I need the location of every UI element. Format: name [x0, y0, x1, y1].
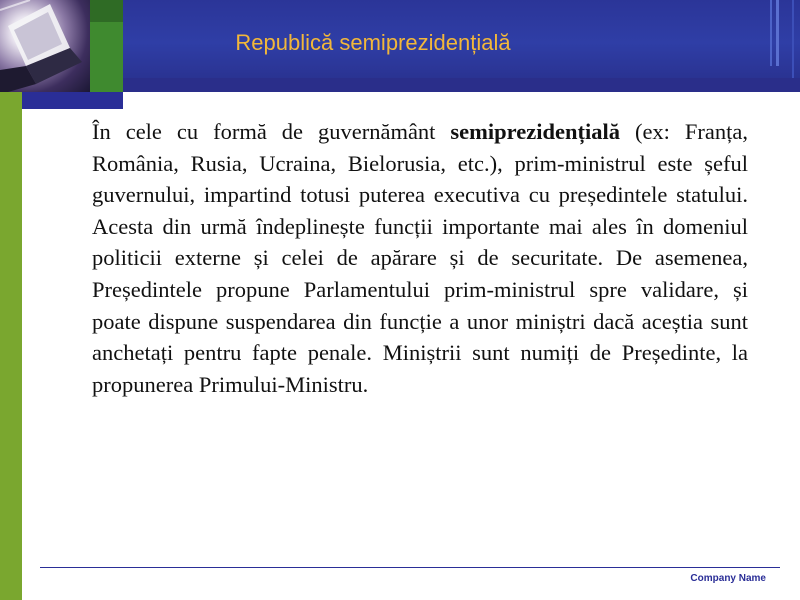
footer-divider — [40, 567, 780, 568]
header-decor-line — [770, 0, 772, 66]
emphasized-term: semiprezidențială — [450, 119, 620, 144]
paragraph-text: În cele cu formă de guvernământ — [92, 119, 451, 144]
laptop-image-icon — [0, 0, 90, 92]
header-photo — [0, 0, 90, 92]
header-decor-line — [792, 0, 794, 78]
left-accent-bar — [0, 92, 22, 600]
left-accent-tab — [22, 92, 123, 109]
paragraph-text: (ex: Franța, România, Rusia, Ucraina, Bielorusia, etc.), prim-ministrul este șeful guvernului, impartind totusi puterea executiva cu președintele statului. Acesta din urmă îndeplinește funcții importante mai ales în domeniul politicii externe și celei de apărare și de securitate. De asemenea, Președintele propune Parlamentului prim-ministrul spre validare, și poate dispune suspendarea din funcție a unor miniștri dacă aceștia sunt anchetați pentru fapte penale. Miniștrii sunt numiți de Președinte, la propunerea Primului-Ministru. — [92, 119, 748, 397]
slide-title: Republică semiprezidențială — [235, 30, 511, 55]
header-decor-line — [776, 0, 779, 66]
footer-company-name: Company Name — [690, 573, 766, 584]
header-bottom-strip — [123, 78, 800, 92]
header-photo-strip — [90, 0, 123, 22]
body-paragraph — [92, 116, 748, 400]
